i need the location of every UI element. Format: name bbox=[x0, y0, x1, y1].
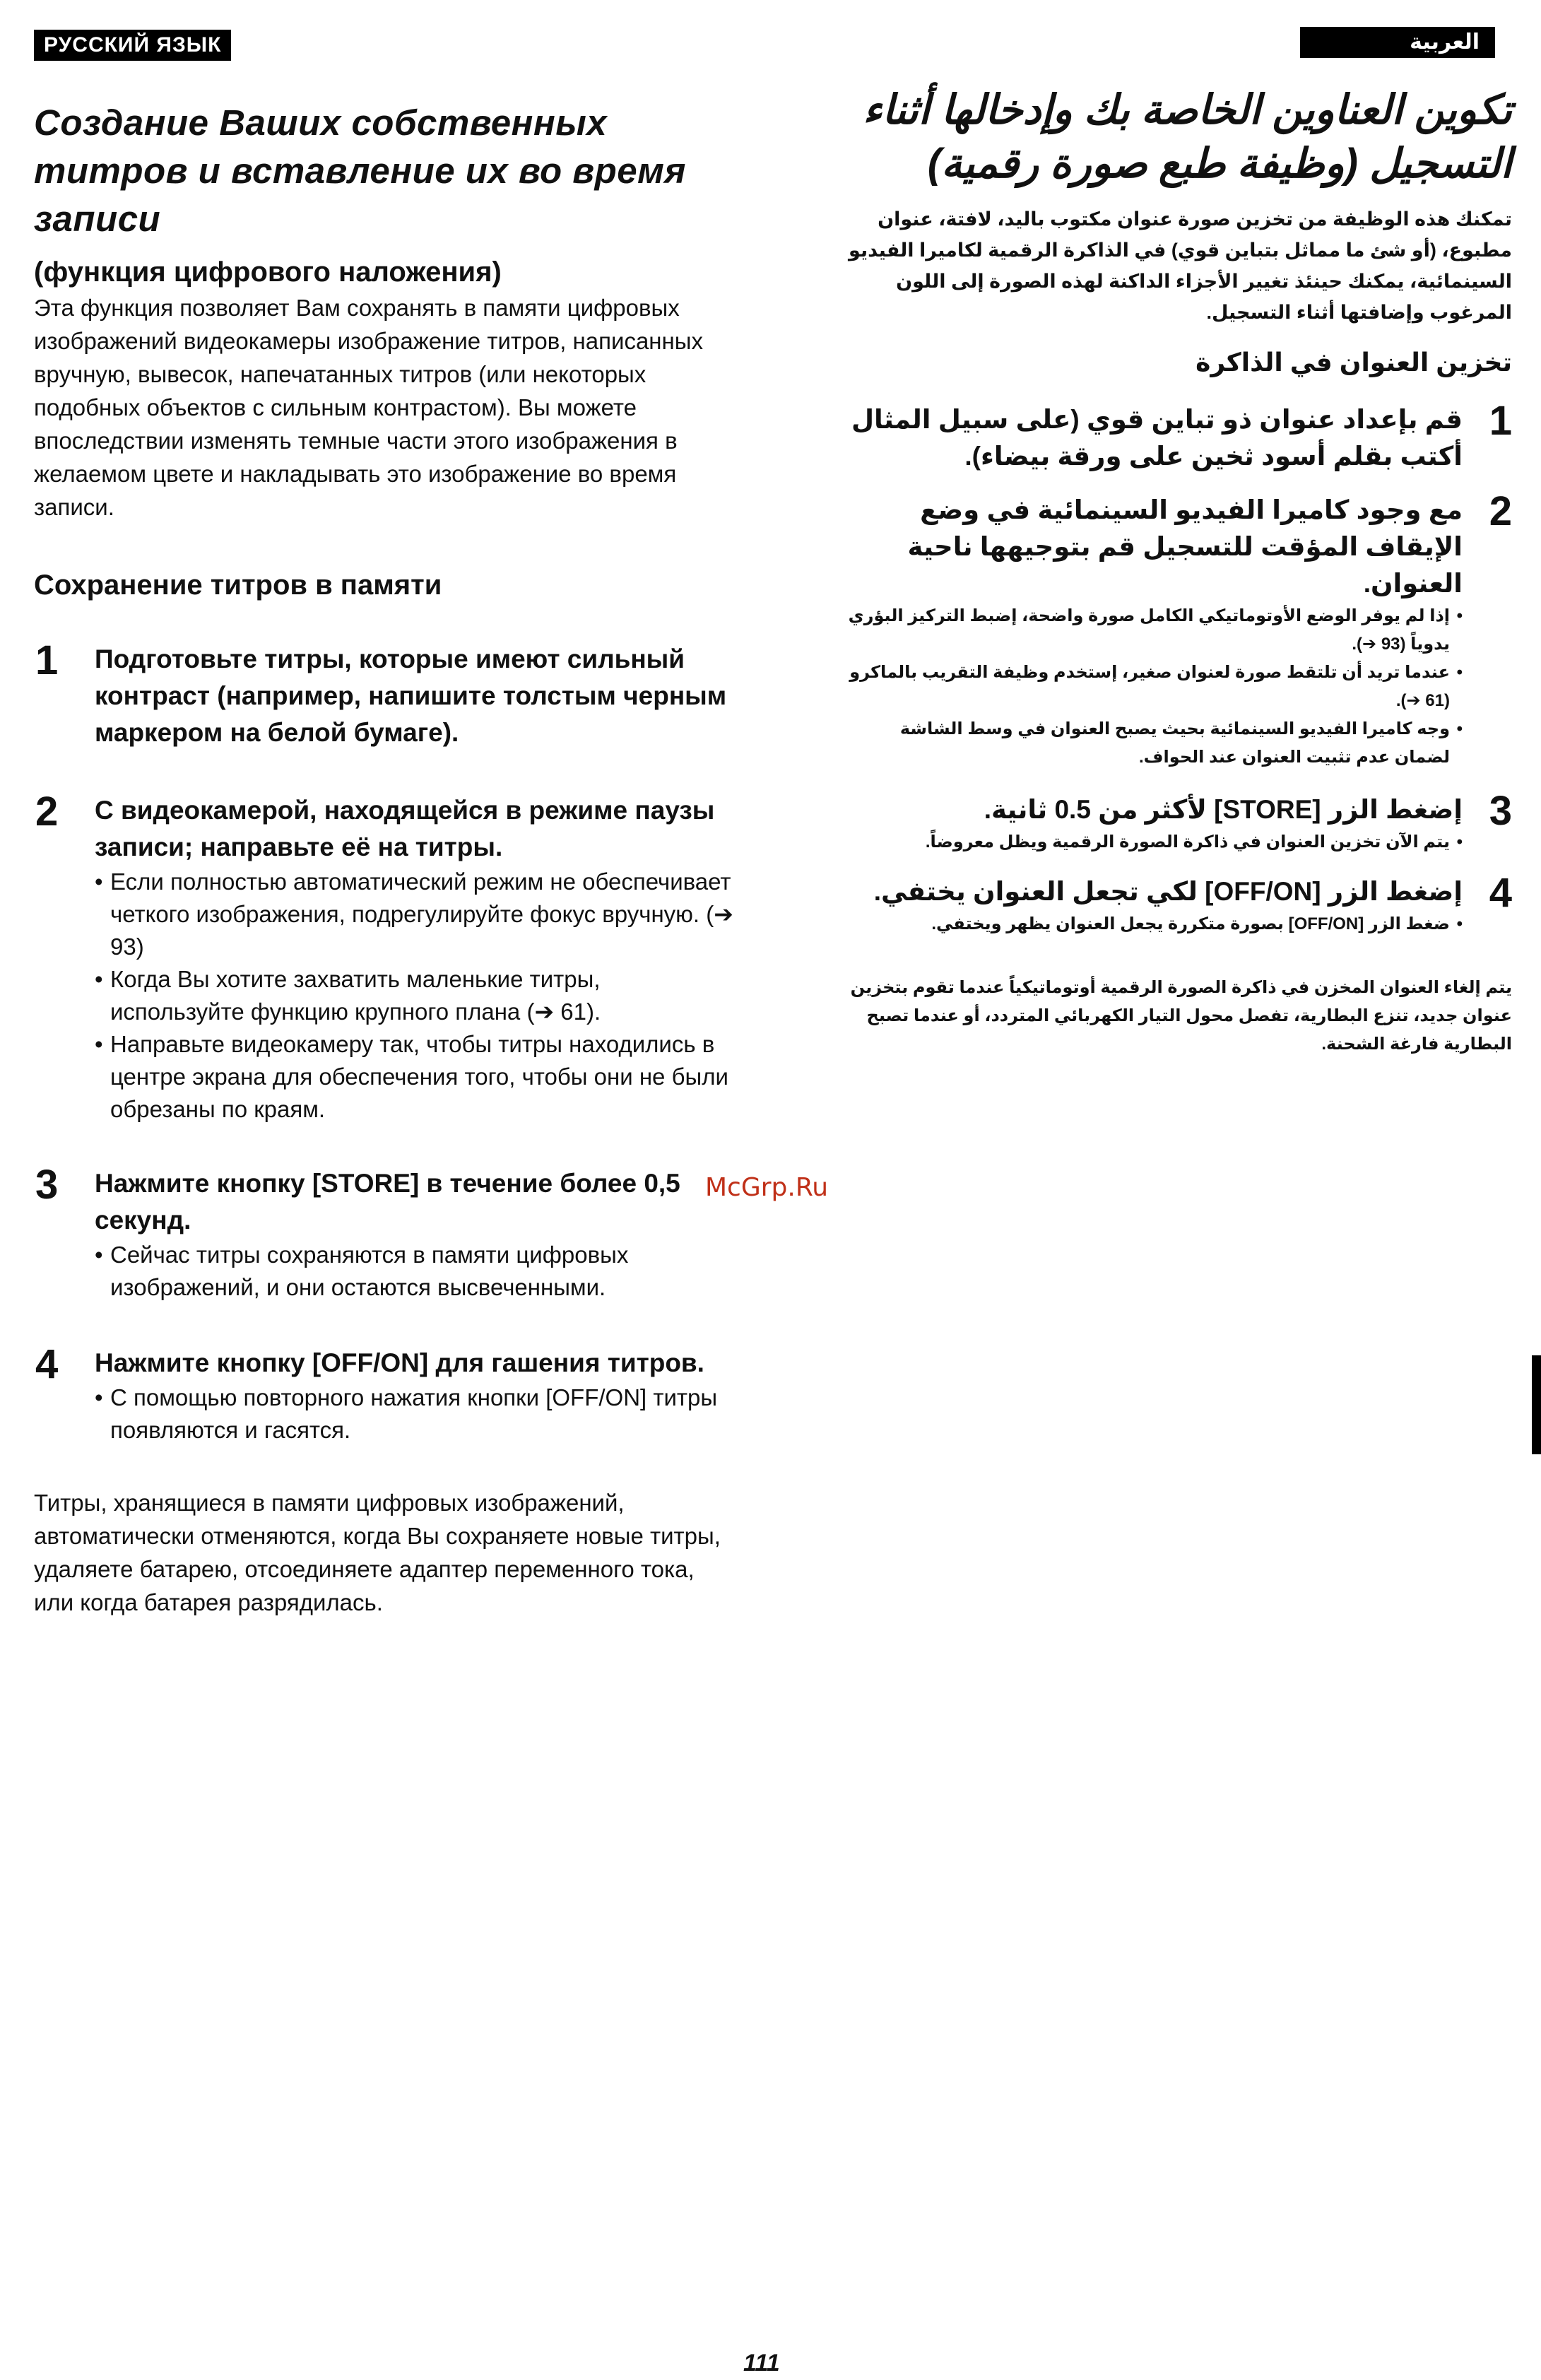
page-title: Создание Ваших собственных титров и вставление их во время записи bbox=[34, 102, 686, 239]
step-note: • Направьте видеокамеру так, чтобы титры находились в центре экрана для обеспечения того, чтобы они не были обрезаны по краям. bbox=[95, 1028, 733, 1126]
step-note: • Если полностью автоматический режим не обеспечивает четкого изображения, подрегулируйте фокус вручную. (➔ 93) bbox=[95, 866, 733, 963]
language-tab-russian: РУССКИЙ ЯЗЫК bbox=[34, 30, 231, 61]
intro-paragraph: Эта функция позволяет Вам сохранять в памяти цифровых изображений видеокамеры изображение титров, написанных вручную, вывесок, напечатанных титров (или некоторых подобных объектов с сильным контрастом). Вы можете впоследствии изменять темные части этого изображения в желаемом цвете и накладывать это изображение во время записи. bbox=[34, 295, 703, 520]
step-3 bbox=[34, 1162, 733, 1304]
step-4 bbox=[34, 1341, 733, 1447]
step-note: • إذا لم يوفر الوضع الأوتوماتيكي الكامل صورة واضحة، إضبط التركيز البؤري يدوياً (93 ➔). bbox=[841, 602, 1463, 659]
step-instruction: Нажмите кнопку [STORE] в течение более 0,5 секунд. bbox=[95, 1169, 680, 1235]
step-1 bbox=[34, 637, 733, 751]
section-heading: Сохранение титров в памяти bbox=[34, 570, 442, 601]
footer-note: Титры, хранящиеся в памяти цифровых изображений, автоматически отменяются, когда Вы сохраняете новые титры, удаляете батарею, отсоединяете адаптер переменного тока, или когда батарея разрядилась. bbox=[34, 1490, 721, 1615]
step-4-arabic bbox=[841, 870, 1512, 938]
section-heading-arabic: تخزين العنوان في الذاكرة bbox=[1195, 348, 1512, 377]
step-instruction: إضغط الزر [OFF/ON] لكي تجعل العنوان يختفي. bbox=[873, 877, 1463, 906]
step-note: • Сейчас титры сохраняются в памяти цифровых изображений, и они остаются высвеченными. bbox=[95, 1239, 733, 1304]
language-tab-arabic: العربية bbox=[1300, 27, 1495, 58]
step-note: • С помощью повторного нажатия кнопки [OFF/ON] титры появляются и гасятся. bbox=[95, 1382, 733, 1447]
step-instruction: إضغط الزر [STORE] لأكثر من 0.5 ثانية. bbox=[984, 795, 1463, 824]
arabic-column bbox=[841, 83, 1512, 1059]
step-2 bbox=[34, 789, 733, 1126]
page-title-arabic: تكوين العناوين الخاصة بك وإدخالها أثناء التسجيل (وظيفة طبع صورة رقمية) bbox=[863, 87, 1512, 187]
step-3-arabic bbox=[841, 788, 1512, 856]
step-number: 3 bbox=[1489, 788, 1512, 834]
step-instruction: С видеокамерой, находящейся в режиме паузы записи; направьте её на титры. bbox=[95, 796, 715, 861]
russian-column bbox=[34, 99, 733, 1619]
step-note: • وجه كاميرا الفيديو السينمائية بحيث يصبح العنوان في وسط الشاشة لضمان عدم تثبيت العنوان عند الحواف. bbox=[841, 715, 1463, 772]
step-note: • ضغط الزر [OFF/ON] بصورة متكررة يجعل العنوان يظهر ويختفي. bbox=[841, 910, 1463, 938]
footer-note-arabic: يتم إلغاء العنوان المخزن في ذاكرة الصورة الرقمية أوتوماتيكياً عندما تقوم بتخزين عنوان جديد، تنزع البطارية، تفصل محول التيار الكهربائي المتردد، أو عندما تصبح البطارية فارغة الشحنة. bbox=[850, 978, 1512, 1054]
step-number: 2 bbox=[1489, 488, 1512, 534]
step-instruction: Подготовьте титры, которые имеют сильный контраст (например, напишите толстым черным маркером на белой бумаге). bbox=[95, 644, 727, 747]
step-2-arabic bbox=[841, 488, 1512, 772]
step-number: 1 bbox=[1489, 398, 1512, 444]
step-1-arabic bbox=[841, 398, 1512, 475]
step-note: • Когда Вы хотите захватить маленькие титры, используйте функцию крупного плана (➔ 61). bbox=[95, 963, 733, 1028]
step-number: 3 bbox=[35, 1162, 59, 1208]
step-note: • يتم الآن تخزين العنوان في ذاكرة الصورة الرقمية ويظل معروضاً. bbox=[841, 828, 1463, 856]
step-instruction: مع وجود كاميرا الفيديو السينمائية في وضع الإيقاف المؤقت للتسجيل قم بتوجيهها ناحية العنوان. bbox=[907, 495, 1463, 598]
step-number: 4 bbox=[35, 1341, 59, 1387]
step-number: 2 bbox=[35, 789, 59, 835]
step-note: • عندما تريد أن تلتقط صورة لعنوان صغير، إستخدم وظيفة التقريب بالماكرو (61 ➔). bbox=[841, 659, 1463, 715]
page-edge-marker bbox=[1532, 1355, 1541, 1454]
intro-paragraph-arabic: تمكنك هذه الوظيفة من تخزين صورة عنوان مكتوب باليد، لافتة، عنوان مطبوع، (أو شئ ما مماثل بتباين قوي) في الذاكرة الرقمية لكاميرا الفيديو السينمائية، يمكنك حينئذ تغيير الأجزاء الداكنة لهذه الصورة إلى اللون المرغوب وإضافتها أثناء التسجيل. bbox=[849, 208, 1512, 323]
watermark-text: McGrp.Ru bbox=[705, 1173, 829, 1202]
step-number: 1 bbox=[35, 637, 59, 683]
page-subtitle: (функция цифрового наложения) bbox=[34, 257, 502, 288]
page-number: 111 bbox=[743, 2350, 780, 2376]
step-number: 4 bbox=[1489, 870, 1512, 916]
step-instruction: Нажмите кнопку [OFF/ON] для гашения титров. bbox=[95, 1348, 704, 1377]
step-instruction: قم بإعداد عنوان ذو تباين قوي (على سبيل المثال أكتب بقلم أسود ثخين على ورقة بيضاء). bbox=[851, 405, 1463, 471]
